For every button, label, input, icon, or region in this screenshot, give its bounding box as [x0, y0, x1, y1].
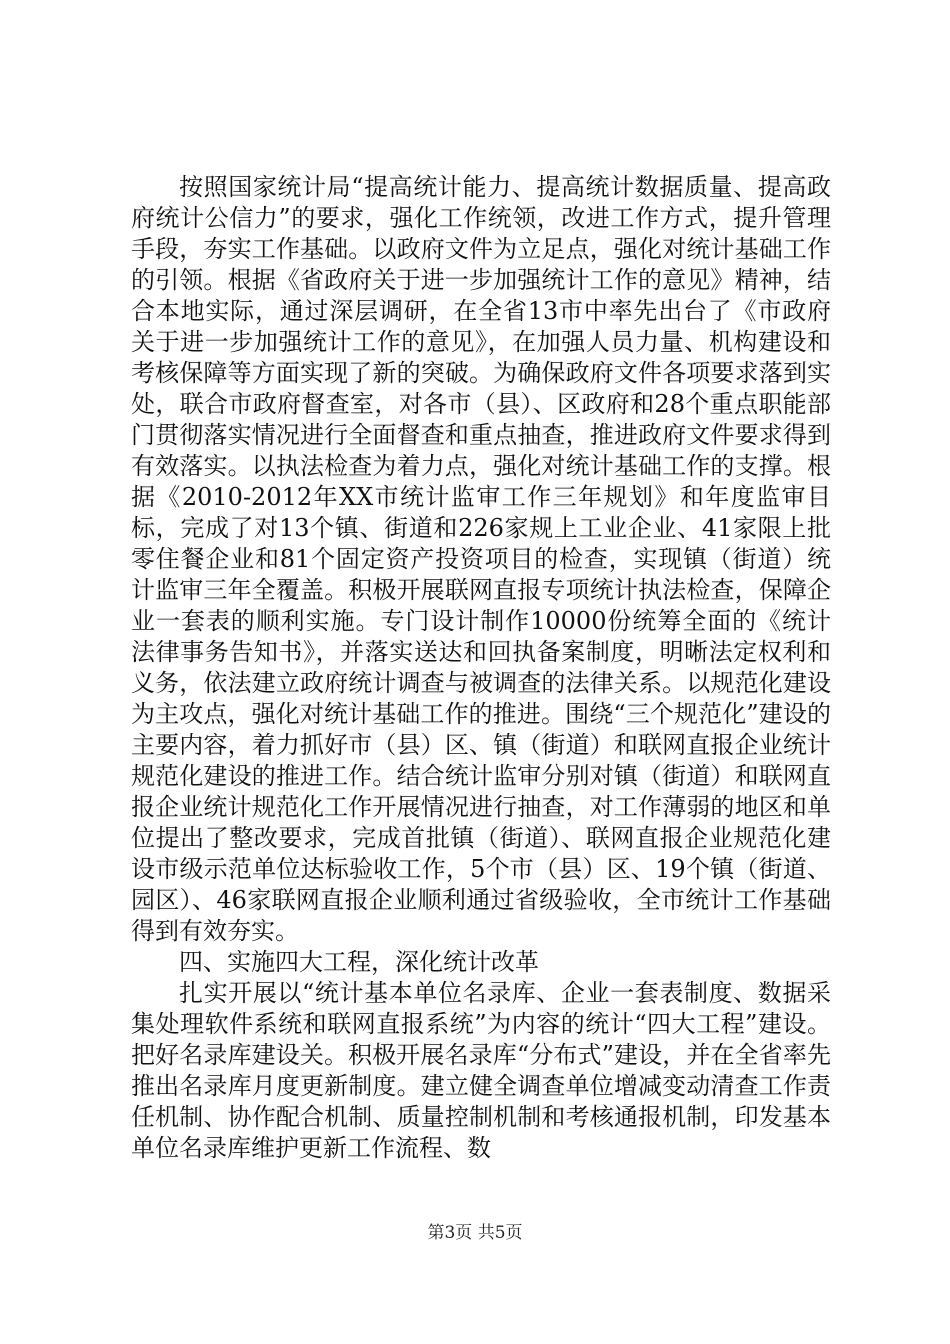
section-heading: 四、实施四大工程，深化统计改革 [179, 948, 539, 976]
page-number-indicator: 第3页 共5页 [427, 1223, 523, 1243]
body-paragraph-1: 按照国家统计局“提高统计能力、提高统计数据质量、提高政府统计公信力”的要求，强化工作统领，改进工作方式，提升管理手段，夯实工作基础。以政府文件为立足点，强化对统计基础工作的引领。根据《省政府关于进一步加强统计工作的意见》精神，结合本地实际，通过深层调研，在全省13市中率先出台了《市政府关于进一步加强统计工作的意见》，在加强人员力量、机构建设和考核保障等方面实现了新的突破。为确保政府文件各项要求落到实处，联合市政府督查室，对各市（县）、区政府和28个重点职能部门贯彻落实情况进行全面督查和重点抽查，推进政府文件要求得到有效落实。以执法检查为着力点，强化对统计基础工作的支撑。根据《2010-2012年XX市统计监审工作三年规划》和年度监审目标，完成了对13个镇、街道和226家规上工业企业、41家限上批零住餐企业和81个固定资产投资项目的检查，实现镇（街道）统计监审三年全覆盖。积极开展联网直报专项统计执法检查，保障企业一套表的顺利实施。专门设计制作10000份统筹全面的《统计法律事务告知书》，并落实送达和回执备案制度，明晰法定权利和义务，依法建立政府统计调查与被调查的法律关系。以规范化建设为主攻点，强化对统计基础工作的推进。围绕“三个规范化”建设的主要内容，着力抓好市（县）区、镇（街道）和联网直报企业统计规范化建设的推进工作。结合统计监审分别对镇（街道）和联网直报企业统计规范化工作开展情况进行抽查，对工作薄弱的地区和单位提出了整改要求，完成首批镇（街道）、联网直报企业规范化建设市级示范单位达标验收工作，5个市（县）区、19个镇（街道、园区）、46家联网直报企业顺利通过省级验收，全市统计工作基础得到有效夯实。 [131, 173, 831, 945]
page-footer [0, 1218, 950, 1243]
document-body [131, 172, 831, 1164]
body-paragraph-2: 扎实开展以“统计基本单位名录库、企业一套表制度、数据采集处理软件系统和联网直报系统”为内容的统计“四大工程”建设。把好名录库建设关。积极开展名录库“分布式”建设，并在全省率先推出名录库月度更新制度。建立健全调查单位增减变动清查工作责任机制、协作配合机制、质量控制机制和考核通报机制，印发基本单位名录库维护更新工作流程、数 [131, 979, 831, 1162]
